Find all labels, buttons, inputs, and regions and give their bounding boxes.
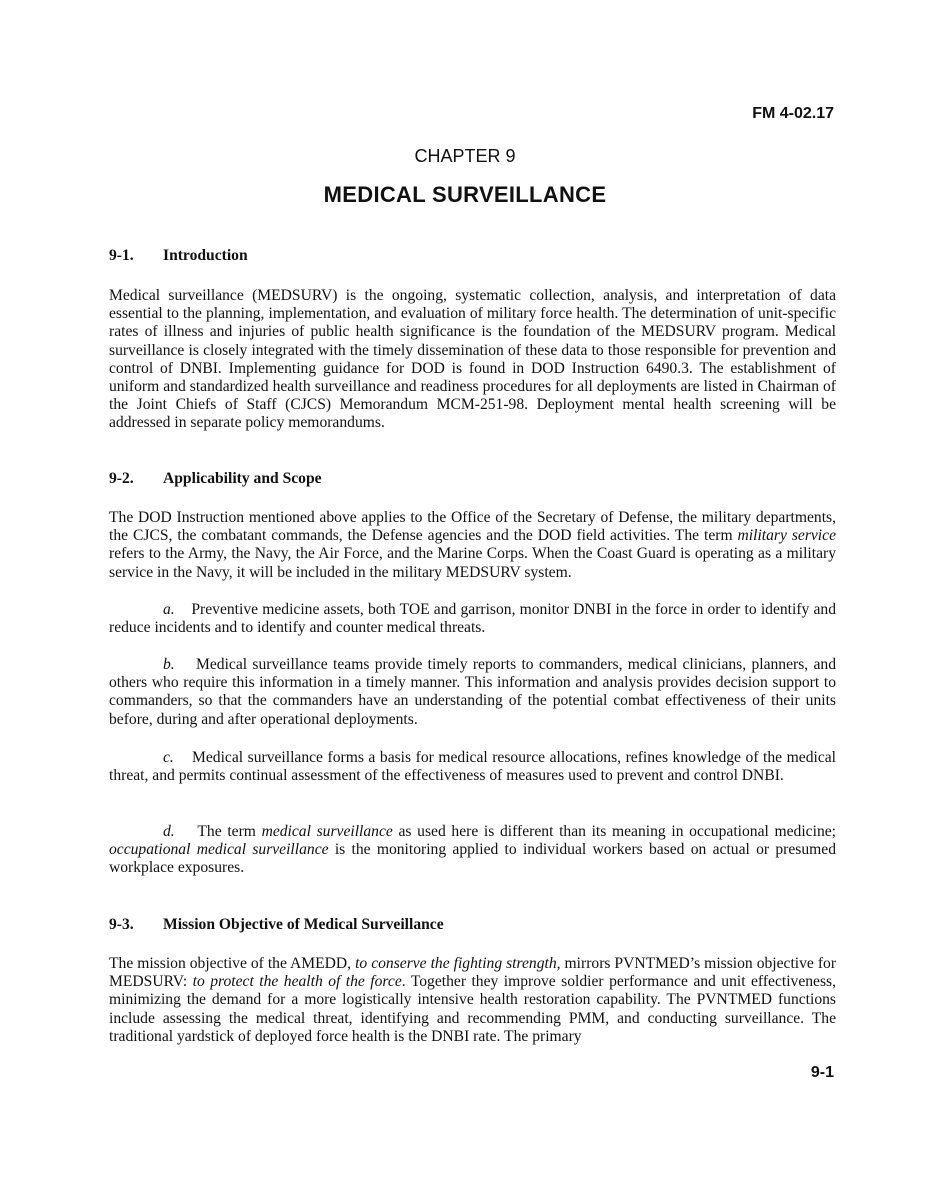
paragraph-applicability: The DOD Instruction mentioned above applies to the Office of the Secretary of Defense, the military departments, the CJCS, the combatant commands, the Defense agencies and the DOD field activities. The term military service refers to the Army, the Navy, the Air Force, and the Marine Corps. When the Coast Guard is operating as a military service in the Navy, it will be included in the military MEDSURV system. <box>109 509 836 581</box>
section-title: Introduction <box>163 247 248 264</box>
section-number: 9-3. <box>109 916 134 933</box>
list-item-text: Medical surveillance teams provide timely reports to commanders, medical clinicians, planners, and others who require this information in a timely manner. This information and analysis provides decision support to commanders, so that the commanders have an understanding of the potential combat effectiveness of their units before, during and after operational deployments. <box>109 656 837 728</box>
term-occupational-medical-surveillance: occupational medical surveillance <box>109 841 329 859</box>
list-item-text: Medical surveillance forms a basis for medical resource allocations, refines knowledge of the medical threat, and permits continual assessment of the effectiveness of measures used to prevent and control DNBI. <box>109 749 836 785</box>
term-medical-surveillance: medical surveillance <box>261 823 393 840</box>
list-item-c <box>109 749 836 785</box>
list-item-text: Preventive medicine assets, both TOE and garrison, monitor DNBI in the force in order to identify and reduce incidents and to identify and counter medical threats. <box>109 601 836 637</box>
term-protect-health-of-force: to protect the health of the force <box>192 973 402 991</box>
section-body-9-3 <box>109 955 836 1046</box>
list-item-label: a. <box>163 601 175 618</box>
section-heading-9-3 <box>109 916 444 934</box>
section-title: Applicability and Scope <box>163 470 322 487</box>
section-title: Mission Objective of Medical Surveillance <box>163 916 444 933</box>
term-military-service: military service <box>737 527 836 545</box>
section-heading-9-2 <box>109 470 322 488</box>
section-number: 9-1. <box>109 247 134 264</box>
section-number: 9-2. <box>109 470 134 487</box>
section-body-9-1 <box>109 287 836 433</box>
list-item-label: b. <box>163 656 175 673</box>
document-number: FM 4-02.17 <box>752 105 834 122</box>
list-item-label: c. <box>163 749 174 766</box>
section-heading-9-1 <box>109 247 248 265</box>
term-conserve-fighting-strength: to conserve the fighting strength, <box>355 955 561 972</box>
list-item-a <box>109 601 836 637</box>
chapter-title: MEDICAL SURVEILLANCE <box>323 182 607 207</box>
section-body-9-2 <box>109 509 836 582</box>
page-number: 9-1 <box>810 1064 834 1081</box>
list-item-label: d. <box>163 823 175 840</box>
paragraph-introduction: Medical surveillance (MEDSURV) is the ongoing, systematic collection, analysis, and interpretation of data essential to the planning, implementation, and evaluation of military force health. The determination of unit-specific rates of illness and injuries of public health significance is the foundation of the MEDSURV program. Medical surveillance is closely integrated with the timely dissemination of these data to those responsible for prevention and control of DNBI. Implementing guidance for DOD is found in DOD Instruction 6490.3. The establishment of uniform and standardized health surveillance and readiness procedures for all deployments are listed in Chairman of the Joint Chiefs of Staff (CJCS) Memorandum MCM-251-98. Deployment mental health screening will be addressed in separate policy memorandums. <box>109 287 836 432</box>
list-item-b <box>109 656 836 729</box>
paragraph-mission-objective: The mission objective of the AMEDD, to conserve the fighting strength, mirrors PVNTMED’s mission objective for MEDSURV: to protect the health of the force. Together they improve soldier performance and unit effectiveness, minimizing the demand for a more logistically intensive health restoration capability. The PVNTMED functions include assessing the medical threat, identifying and recommending PMM, and conducting surveillance. The traditional yardstick of deployed force health is the DNBI rate. The primary <box>109 955 837 1045</box>
list-item-d: d. The term medical surveillance as used here is different than its meaning in occupational medicine; occupational medical surveillance is the monitoring applied to individual workers based on actual or presumed workplace exposures. <box>109 823 837 877</box>
chapter-label: CHAPTER 9 <box>414 146 516 166</box>
